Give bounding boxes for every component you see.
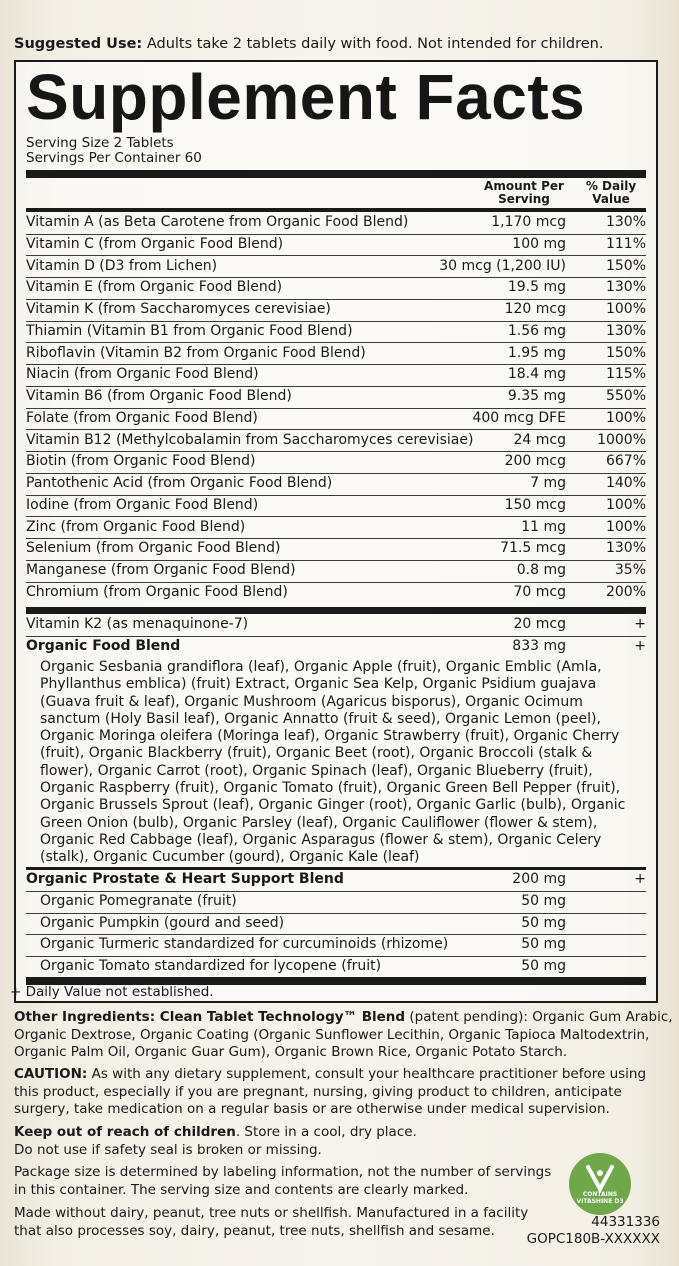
nutrient-name: Vitamin C (from Organic Food Blend): [26, 235, 284, 252]
nutrient-name: Selenium (from Organic Food Blend): [26, 540, 281, 557]
nutrient-name: Zinc (from Organic Food Blend): [26, 518, 246, 535]
nutrient-amount: 150 mcg: [504, 496, 566, 513]
item-name: Organic Pumpkin (gourd and seed): [40, 914, 285, 931]
nutrient-name: Iodine (from Organic Food Blend): [26, 496, 259, 513]
blend-ingredient-line: Organic Sesbania grandiflora (leaf), Organic Apple (fruit), Organic Emblic (Amla,: [40, 659, 602, 675]
nutrient-dv: 111%: [605, 235, 646, 252]
blend-ingredient-line: (fruit), Organic Blackberry (fruit), Organic Beet (root), Organic Broccoli (stalk &: [40, 745, 593, 762]
nutrient-row: [26, 386, 646, 409]
nutrient-row: [26, 473, 646, 496]
prostate-blend-item: [26, 891, 646, 914]
nutrient-amount: 20 mcg: [513, 616, 566, 632]
suggested-use: [14, 36, 603, 52]
dv-note: + Daily Value not established.: [10, 984, 214, 1000]
nutrient-row: [26, 538, 646, 561]
item-name: Organic Turmeric standardized for curcuminoids (rhizome): [40, 936, 449, 953]
blend-ingredient-line: (stalk), Organic Cucumber (gourd), Organic Kale (leaf): [40, 849, 420, 866]
food-blend-row: [26, 636, 646, 658]
nutrient-row: [26, 560, 646, 583]
nutrient-name: Vitamin D (D3 from Lichen): [26, 257, 218, 274]
nutrient-dv: 1000%: [597, 431, 646, 448]
nutrient-dv: 130%: [605, 322, 646, 339]
nutrient-amount: 0.8 mg: [516, 562, 566, 578]
nutrient-name: Thiamin (Vitamin B1 from Organic Food Blend): [26, 322, 353, 339]
nutrient-dv: 130%: [605, 214, 646, 230]
nutrient-dv: 200%: [605, 583, 646, 600]
nutrient-dv: 130%: [605, 279, 646, 296]
nutrient-amount: 120 mcg: [504, 301, 566, 317]
nutrient-row: [26, 451, 646, 474]
nutrient-name: Vitamin K (from Saccharomyces cerevisiae): [26, 301, 331, 317]
nutrient-amount: 1.56 mg: [507, 322, 566, 339]
nutrient-amount: 18.4 mg: [507, 366, 566, 383]
nutrient-row: [26, 343, 646, 366]
item-amount: 50 mg: [521, 957, 566, 974]
blend-dv: +: [634, 871, 646, 887]
nutrient-name: Vitamin E (from Organic Food Blend): [26, 279, 283, 296]
blend-ingredient-line: Organic Moringa oleifera (Moringa leaf), Organic Strawberry (fruit), Organic Cherry: [40, 728, 620, 745]
caution: CAUTION: As with any dietary supplement, consult your healthcare practitioner before using this product, especially if you are pregnant, nursing, giving product to children, anticipate surgery, take medication on a regular basis or are otherwise under medical supervision.: [14, 1066, 647, 1117]
nutrient-name: Vitamin B6 (from Organic Food Blend): [26, 388, 292, 404]
nutrient-dv: 150%: [605, 257, 646, 274]
nutrient-dv: 100%: [605, 496, 646, 513]
nutrient-amount: 100 mg: [512, 235, 566, 252]
daily-value-header: % Daily Value: [585, 179, 637, 206]
caution-label: CAUTION:: [14, 1066, 88, 1082]
badge-text: CONTAINS VITASHINE D3: [576, 1191, 624, 1205]
nutrient-dv: +: [634, 616, 646, 632]
blend-ingredient-line: Organic Raspberry (fruit), Organic Tomato (fruit), Organic Green Bell Pepper (fruit),: [40, 780, 621, 797]
nutrient-dv: 35%: [614, 562, 646, 578]
item-amount: 50 mg: [521, 936, 566, 953]
nutrient-row: [26, 408, 646, 431]
nutrient-row: [26, 234, 646, 257]
storage-warning: Keep out of reach of children. Store in a cool, dry place. Do not use if safety seal is broken or missing.: [14, 1124, 417, 1158]
package-note: Package size is determined by labeling information, not the number of servings in this container. The serving size and contents are clearly marked.: [14, 1164, 552, 1198]
nutrient-row: [26, 364, 646, 387]
nutrient-name: Biotin (from Organic Food Blend): [26, 453, 256, 470]
nutrient-name: Vitamin K2 (as menaquinone-7): [26, 616, 249, 632]
blend-ingredient-line: Phyllanthus emblica) (fruit) Extract, Organic Sea Kelp, Organic Psidium guajava: [40, 676, 597, 693]
nutrient-dv: 667%: [605, 453, 646, 470]
lot-code: GOPC180B-XXXXXX: [526, 1231, 660, 1247]
item-name: Organic Tomato standardized for lycopene (fruit): [40, 957, 382, 974]
nutrient-amount: 11 mg: [521, 518, 566, 535]
nutrient-row: [26, 299, 646, 322]
blend-dv: +: [634, 638, 646, 654]
nutrient-row: [26, 582, 646, 604]
other-ingredients: Other Ingredients: Clean Tablet Technology™ Blend (patent pending): Organic Gum Arabic, Organic Dextrose, Organic Coating (Organic Sunflower Lecithin, Organic Tapioca Maltodextrin, Organic Palm Oil, Organic Guar Gum), Organic Brown Rice, Organic Potato Starch.: [14, 1009, 673, 1060]
k2-row: [26, 614, 646, 637]
nutrient-name: Pantothenic Acid (from Organic Food Blend): [26, 475, 333, 491]
nutrient-dv: 100%: [605, 518, 646, 535]
nutrient-row: [26, 277, 646, 300]
other-ingredients-label: Other Ingredients: Clean Tablet Technology™ Blend: [14, 1009, 406, 1025]
nutrient-row: [26, 321, 646, 344]
nutrient-row: [26, 517, 646, 540]
supplement-facts-panel: [14, 60, 658, 1003]
nutrient-name: Chromium (from Organic Food Blend): [26, 583, 288, 600]
nutrient-amount: 200 mcg: [504, 453, 566, 470]
facts-title: Supplement Facts: [26, 61, 586, 133]
blend-ingredient-line: sanctum (Holy Basil leaf), Organic Annatto (fruit & seed), Organic Lemon (peel),: [40, 710, 601, 727]
nutrient-amount: 30 mcg (1,200 IU): [439, 257, 566, 274]
servings-per-container: Servings Per Container 60: [26, 150, 202, 166]
vitashine-badge: [569, 1153, 631, 1215]
food-blend-ingredients: [40, 659, 646, 867]
nutrient-dv: 150%: [605, 344, 646, 361]
blend-ingredient-line: Organic Red Cabbage (leaf), Organic Asparagus (flower & stem), Organic Celery: [40, 831, 602, 848]
blend-ingredient-line: Green Onion (bulb), Organic Parsley (leaf), Organic Cauliflower (flower & stem),: [40, 814, 598, 831]
nutrient-amount: 1,170 mcg: [491, 214, 566, 230]
nutrient-row: [26, 495, 646, 518]
product-codes: [527, 1214, 660, 1248]
nutrient-dv: 100%: [605, 301, 646, 317]
keep-out-label: Keep out of reach of children: [14, 1124, 236, 1140]
allergen-note: Made without dairy, peanut, tree nuts or shellfish. Manufactured in a facility that also processes soy, dairy, peanut, tree nuts, shellfish and sesame.: [14, 1205, 529, 1239]
blend-name: Organic Food Blend: [26, 638, 181, 654]
thick-divider: [26, 607, 646, 614]
prostate-blend-item: [26, 913, 646, 936]
nutrient-name: Vitamin A (as Beta Carotene from Organic Food Blend): [26, 214, 409, 230]
item-amount: 50 mg: [521, 893, 566, 909]
nutrient-amount: 1.95 mg: [507, 344, 566, 361]
thick-divider: [26, 170, 646, 178]
nutrient-row: [26, 256, 646, 279]
suggested-use-label: Suggested Use:: [14, 36, 143, 52]
blend-amount: 833 mg: [512, 638, 566, 654]
nutrient-name: Manganese (from Organic Food Blend): [26, 562, 296, 578]
nutrient-amount: 71.5 mcg: [500, 540, 566, 557]
prostate-blend-row: [26, 869, 646, 892]
item-amount: 50 mg: [521, 914, 566, 931]
blend-ingredient-line: (Guava fruit & leaf), Organic Mushroom (Agaricus bisporus), Organic Ocimum: [40, 693, 583, 710]
nutrient-dv: 100%: [605, 409, 646, 426]
nutrient-dv: 130%: [605, 540, 646, 557]
upc-code: 44331336: [591, 1214, 660, 1230]
prostate-blend-item: [26, 934, 646, 957]
nutrient-row: [26, 430, 646, 453]
nutrient-amount: 24 mcg: [513, 431, 566, 448]
nutrient-name: Riboflavin (Vitamin B2 from Organic Food Blend): [26, 344, 366, 361]
blend-ingredient-line: flower), Organic Carrot (root), Organic Spinach (leaf), Organic Blueberry (fruit),: [40, 762, 593, 779]
nutrient-amount: 9.35 mg: [507, 388, 566, 404]
vitashine-logo-icon: [569, 1153, 631, 1215]
item-name: Organic Pomegranate (fruit): [40, 893, 237, 909]
prostate-blend-item: [26, 956, 646, 978]
serving-info: [26, 136, 202, 166]
serving-size: Serving Size 2 Tablets: [26, 135, 174, 151]
nutrient-name: Vitamin B12 (Methylcobalamin from Saccharomyces cerevisiae): [26, 431, 474, 448]
nutrient-dv: 115%: [605, 366, 646, 383]
nutrient-amount: 70 mcg: [513, 583, 566, 600]
blend-amount: 200 mg: [512, 871, 566, 887]
blend-ingredient-line: Organic Brussels Sprout (leaf), Organic Ginger (root), Organic Garlic (bulb), Organic: [40, 797, 626, 814]
suggested-use-text: Adults take 2 tablets daily with food. Not intended for children.: [146, 36, 604, 52]
nutrient-row: [26, 212, 646, 235]
amount-per-serving-header: Amount Per Serving: [484, 179, 564, 206]
nutrient-name: Folate (from Organic Food Blend): [26, 409, 258, 426]
nutrient-dv: 550%: [605, 388, 646, 404]
nutrient-dv: 140%: [605, 475, 646, 491]
nutrient-amount: 19.5 mg: [507, 279, 566, 296]
nutrient-amount: 7 mg: [530, 475, 566, 491]
blend-name: Organic Prostate & Heart Support Blend: [26, 871, 344, 887]
nutrient-name: Niacin (from Organic Food Blend): [26, 366, 259, 383]
nutrient-amount: 400 mcg DFE: [472, 409, 566, 426]
